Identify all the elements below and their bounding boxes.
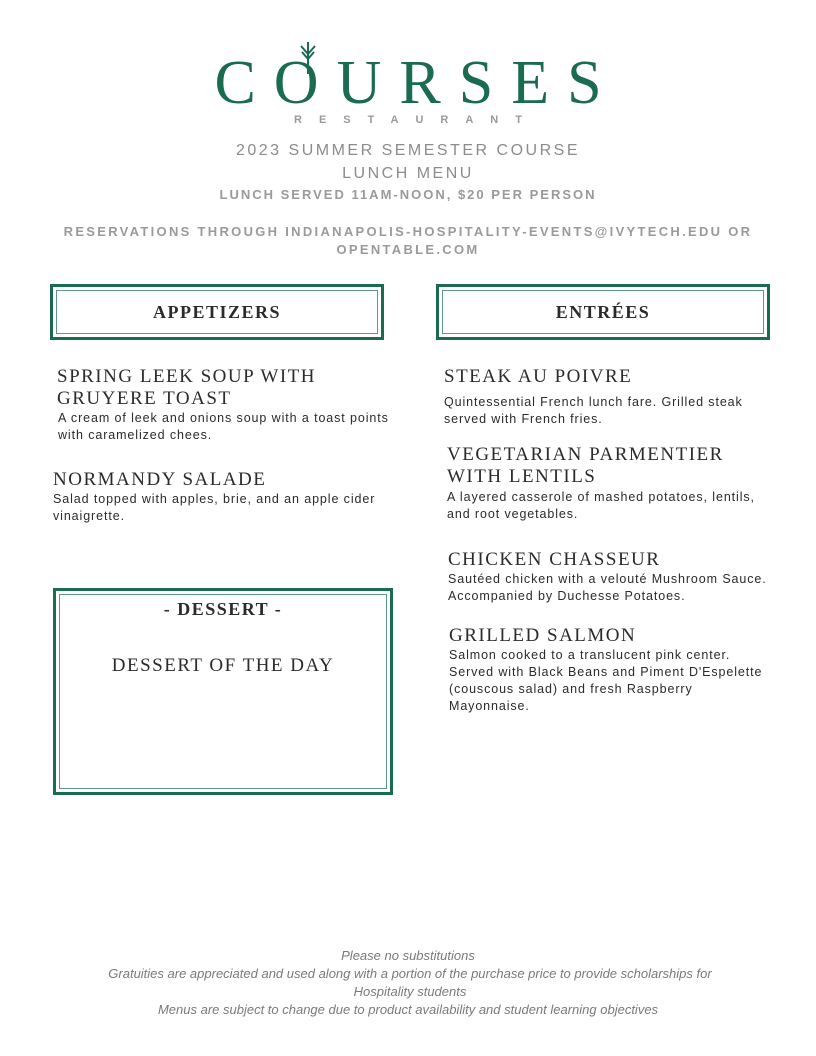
- sprout-icon: [296, 40, 320, 76]
- appetizer-desc: A cream of leek and onions soup with a toast points with caramelized chees.: [58, 411, 389, 442]
- entree-item: [449, 625, 779, 715]
- appetizers-label: APPETIZERS: [152, 302, 282, 322]
- entree-title: CHICKEN CHASSEUR: [448, 549, 661, 570]
- footer-menu-change: Menus are subject to change due to product availability and student learning objectives: [157, 1002, 659, 1017]
- entree-title: STEAK AU POIVRE: [444, 366, 633, 387]
- appetizer-title: NORMANDY SALADE: [53, 469, 267, 490]
- semester-title: 2023 SUMMER SEMESTER COURSE: [235, 142, 580, 159]
- reservations-info: RESERVATIONS THROUGH INDIANAPOLIS-HOSPITALITY-EVENTS@IVYTECH.EDU OR OPENTABLE.COM: [63, 224, 753, 257]
- entree-desc: Sautéed chicken with a velouté Mushroom Sauce. Accompanied by Duchesse Potatoes.: [448, 572, 767, 603]
- appetizers-header-box: [50, 284, 384, 340]
- menu-title: LUNCH MENU: [342, 165, 474, 182]
- entree-title: GRILLED SALMON: [449, 625, 637, 646]
- dessert-item: DESSERT OF THE DAY: [111, 655, 335, 676]
- entree-desc: Salmon cooked to a translucent pink center. Served with Black Beans and Piment D'Espelette (couscous salad) and fresh Raspberry Mayonnaise.: [449, 648, 763, 713]
- entree-item: [444, 366, 774, 428]
- footer-substitutions: Please no substitutions: [341, 948, 475, 963]
- footer-gratuities: Gratuities are appreciated and used along with a portion of the purchase price to provide scholarships for Hospitality students: [108, 966, 712, 999]
- entree-item: [448, 549, 778, 605]
- logo-subtitle: RESTAURANT: [294, 114, 539, 126]
- entree-desc: Quintessential French lunch fare. Grilled steak served with French fries.: [444, 395, 743, 426]
- entree-desc: A layered casserole of mashed potatoes, lentils, and root vegetables.: [447, 490, 755, 521]
- lunch-hours-price: LUNCH SERVED 11AM-NOON, $20 PER PERSON: [219, 187, 597, 202]
- appetizer-title: SPRING LEEK SOUP WITH GRUYERE TOAST: [57, 366, 316, 409]
- entrees-label: ENTRÉES: [555, 302, 651, 322]
- dessert-box: [53, 588, 393, 795]
- appetizer-desc: Salad topped with apples, brie, and an apple cider vinaigrette.: [53, 492, 376, 523]
- restaurant-logo: COURSES: [214, 49, 620, 117]
- dessert-label: - DESSERT -: [163, 599, 283, 619]
- entree-item: [447, 444, 777, 523]
- entrees-header-box: [436, 284, 770, 340]
- entree-title: VEGETARIAN PARMENTIER WITH LENTILS: [447, 444, 724, 487]
- appetizer-item: [57, 366, 397, 444]
- appetizer-item: [53, 469, 393, 525]
